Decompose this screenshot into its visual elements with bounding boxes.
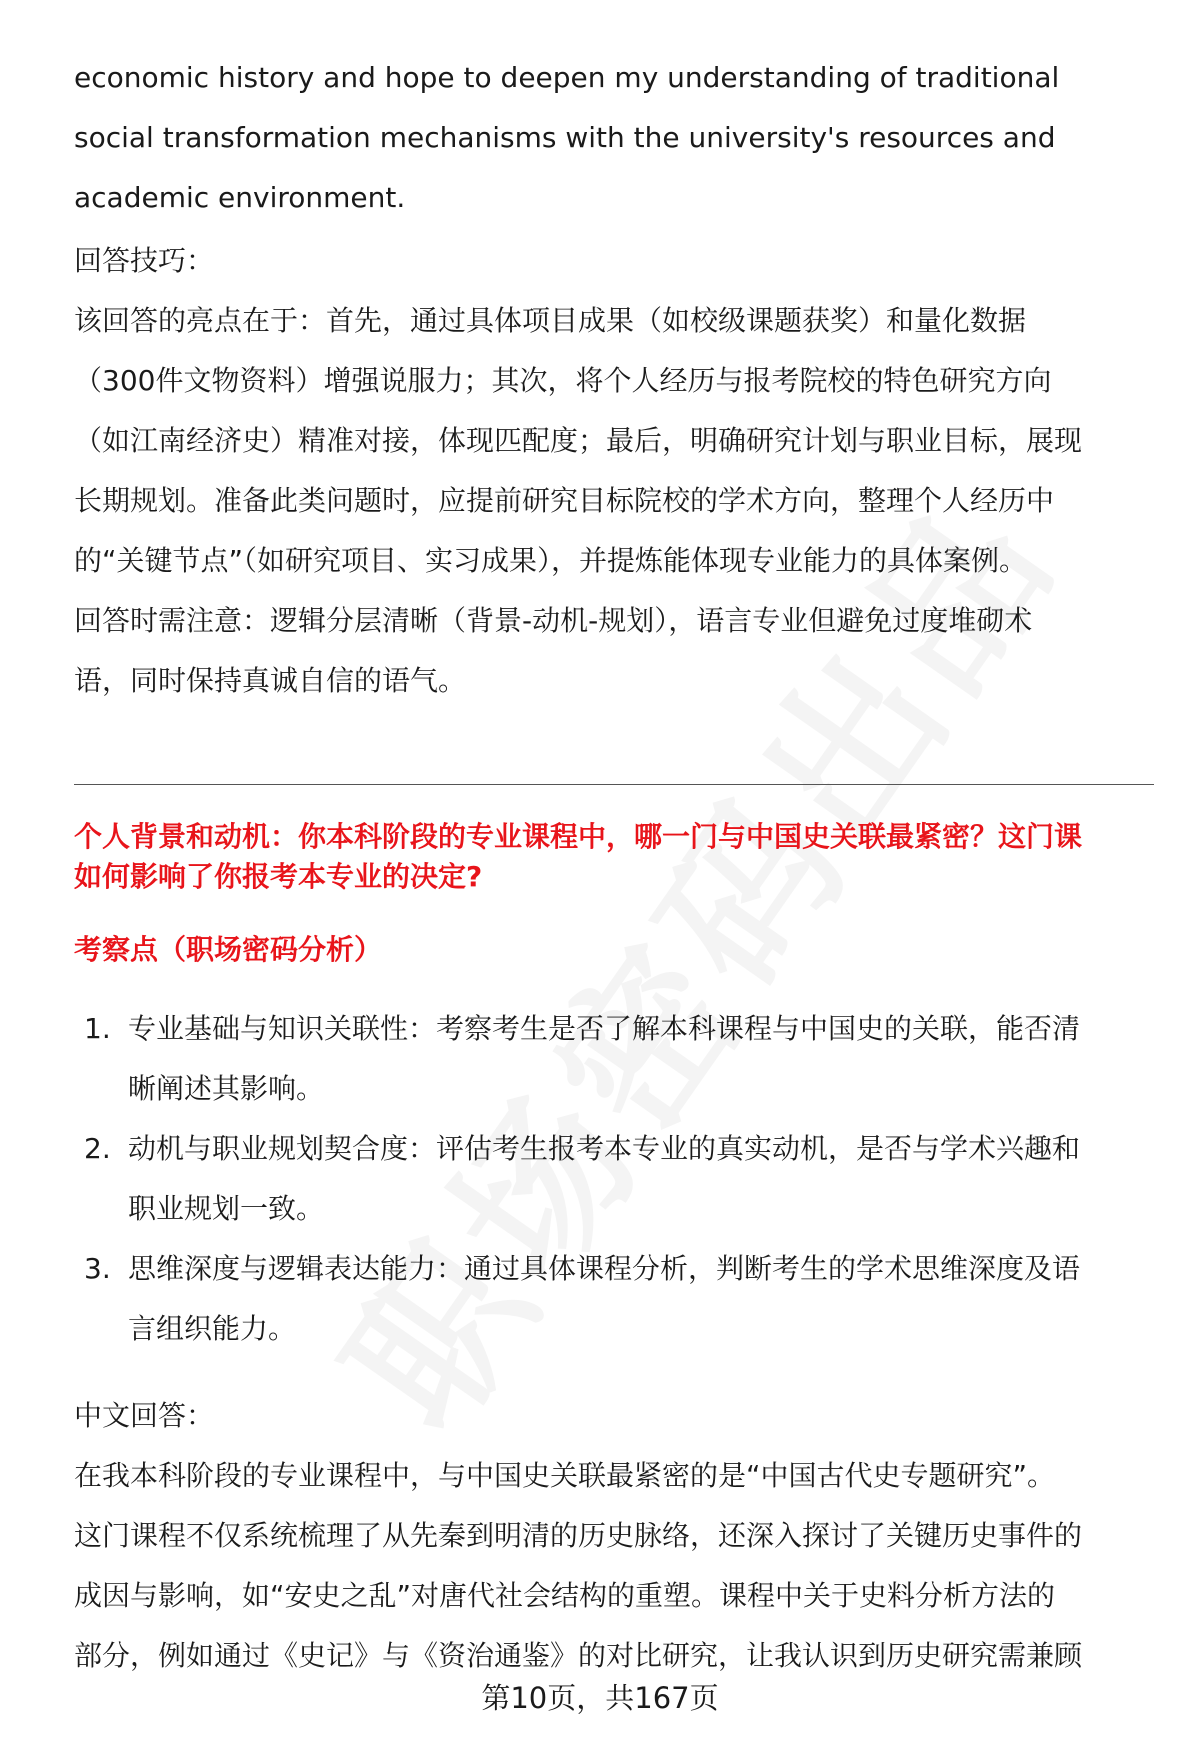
intro-english-paragraph — [74, 48, 1154, 228]
chinese-answer-section — [74, 1386, 1154, 1686]
focus-list — [74, 999, 1154, 1359]
text-line: 思维深度与逻辑表达能力：通过具体课程分析，判断考生的学术思维深度及语 — [128, 1252, 1081, 1285]
text-line: （300件文物资料）增强说服力；其次，将个人经历与报考院校的特色研究方向 — [74, 364, 1052, 397]
list-item — [74, 999, 1154, 1119]
text-line: academic environment. — [74, 181, 406, 214]
text-line: 言组织能力。 — [128, 1312, 297, 1345]
list-item — [74, 1239, 1154, 1359]
tips-section — [74, 231, 1154, 711]
text-line: 动机与职业规划契合度：评估考生报考本专业的真实动机，是否与学术兴趣和 — [128, 1132, 1081, 1165]
text-line: 职业规划一致。 — [128, 1192, 325, 1225]
tips-heading: 回答技巧： — [74, 244, 215, 277]
text-line: （如江南经济史）精准对接，体现匹配度；最后，明确研究计划与职业目标，展现 — [74, 424, 1083, 457]
text-line: 回答时需注意：逻辑分层清晰（背景-动机-规划），语言专业但避免过度堆砌术 — [74, 604, 1033, 637]
text-line: 晰阐述其影响。 — [128, 1072, 325, 1105]
list-item-number: 1. — [84, 1012, 111, 1045]
focus-heading — [74, 930, 1154, 970]
text-line: 语，同时保持真诚自信的语气。 — [74, 664, 467, 697]
focus-heading-text: 考察点（职场密码分析） — [74, 933, 383, 966]
text-line: 专业基础与知识关联性：考察考生是否了解本科课程与中国史的关联，能否清 — [128, 1012, 1081, 1045]
question-line: 如何影响了你报考本专业的决定? — [74, 860, 483, 893]
page-number: 第10页，共167页 — [481, 1681, 719, 1715]
text-line: 长期规划。准备此类问题时，应提前研究目标院校的学术方向，整理个人经历中 — [74, 484, 1055, 517]
text-line: 部分，例如通过《史记》与《资治通鉴》的对比研究，让我认识到历史研究需兼顾 — [74, 1639, 1083, 1672]
text-line: economic history and hope to deepen my understanding of traditional — [74, 61, 1060, 94]
text-line: 的“关键节点”（如研究项目、实习成果），并提炼能体现专业能力的具体案例。 — [74, 544, 1028, 577]
text-line: 该回答的亮点在于：首先，通过具体项目成果（如校级课题获奖）和量化数据 — [74, 304, 1027, 337]
section-divider — [74, 784, 1154, 785]
text-line: 这门课程不仅系统梳理了从先秦到明清的历史脉络，还深入探讨了关键历史事件的 — [74, 1519, 1083, 1552]
list-item — [74, 1119, 1154, 1239]
question-title — [74, 817, 1154, 897]
text-line: social transformation mechanisms with the university's resources and — [74, 121, 1056, 154]
question-line: 个人背景和动机：你本科阶段的专业课程中，哪一门与中国史关联最紧密？这门课 — [74, 820, 1083, 853]
list-item-number: 2. — [84, 1132, 111, 1165]
answer-heading: 中文回答： — [74, 1399, 215, 1432]
text-line: 在我本科阶段的专业课程中，与中国史关联最紧密的是“中国古代史专题研究”。 — [74, 1459, 1056, 1492]
list-item-number: 3. — [84, 1252, 111, 1285]
text-line: 成因与影响，如“安史之乱”对唐代社会结构的重塑。课程中关于史料分析方法的 — [74, 1579, 1056, 1612]
